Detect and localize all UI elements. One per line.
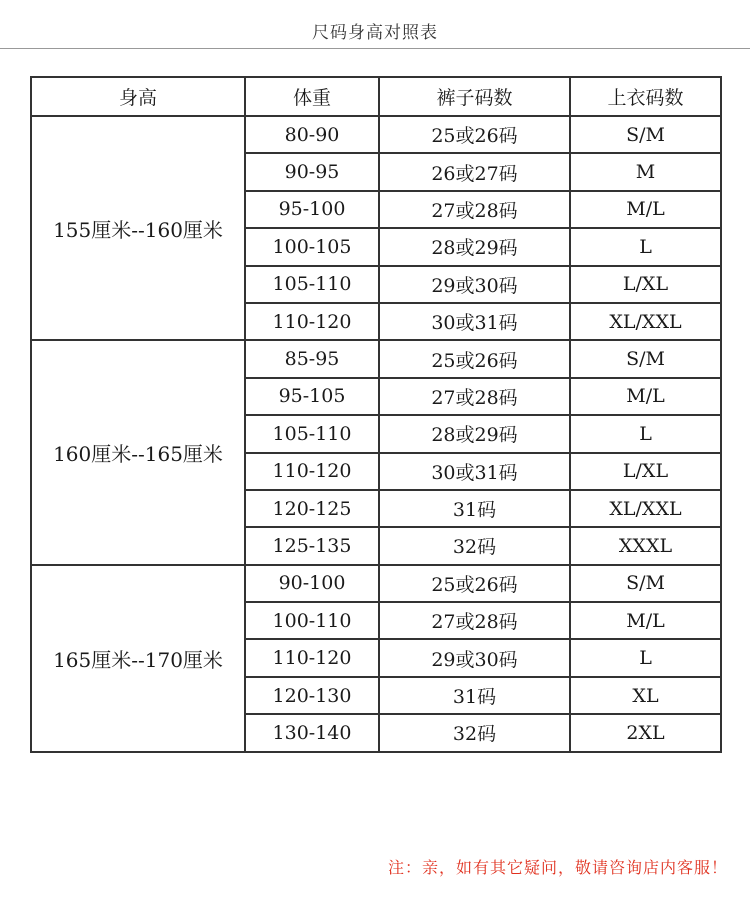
weight-range-cell: 130-140 <box>245 714 379 751</box>
size-chart-table <box>30 76 722 753</box>
pants-size-cell: 26或27码 <box>379 153 570 190</box>
pants-size-cell: 29或30码 <box>379 639 570 676</box>
page-header <box>0 0 750 50</box>
weight-range-cell: 95-100 <box>245 191 379 228</box>
height-range-cell: 165厘米--170厘米 <box>31 565 245 752</box>
pants-size-cell: 27或28码 <box>379 602 570 639</box>
pants-size-cell: 30或31码 <box>379 453 570 490</box>
weight-range-cell: 105-110 <box>245 415 379 452</box>
top-size-cell: L/XL <box>570 266 721 303</box>
top-size-cell: L/XL <box>570 453 721 490</box>
weight-range-cell: 120-130 <box>245 677 379 714</box>
pants-size-cell: 25或26码 <box>379 565 570 602</box>
weight-range-cell: 90-100 <box>245 565 379 602</box>
table-row <box>31 340 721 377</box>
table-header <box>31 77 721 116</box>
customer-service-note: 注：亲，如有其它疑问，敬请咨询店内客服！ <box>387 858 728 877</box>
top-size-cell: 2XL <box>570 714 721 751</box>
pants-size-cell: 31码 <box>379 677 570 714</box>
title-divider <box>0 48 750 49</box>
weight-range-cell: 110-120 <box>245 639 379 676</box>
top-size-cell: M <box>570 153 721 190</box>
page-title: 尺码身高对照表 <box>312 23 438 43</box>
weight-range-cell: 100-105 <box>245 228 379 265</box>
top-size-cell: S/M <box>570 340 721 377</box>
top-size-cell: XL <box>570 677 721 714</box>
header-top-size: 上衣码数 <box>570 77 721 116</box>
pants-size-cell: 28或29码 <box>379 415 570 452</box>
pants-size-cell: 25或26码 <box>379 116 570 153</box>
weight-range-cell: 120-125 <box>245 490 379 527</box>
weight-range-cell: 110-120 <box>245 453 379 490</box>
top-size-cell: XL/XXL <box>570 490 721 527</box>
top-size-cell: L <box>570 639 721 676</box>
top-size-cell: S/M <box>570 565 721 602</box>
pants-size-cell: 32码 <box>379 714 570 751</box>
pants-size-cell: 30或31码 <box>379 303 570 340</box>
header-weight: 体重 <box>245 77 379 116</box>
height-range-cell: 160厘米--165厘米 <box>31 340 245 564</box>
table-row <box>31 565 721 602</box>
pants-size-cell: 32码 <box>379 527 570 564</box>
top-size-cell: S/M <box>570 116 721 153</box>
top-size-cell: XXXL <box>570 527 721 564</box>
height-range-cell: 155厘米--160厘米 <box>31 116 245 340</box>
pants-size-cell: 28或29码 <box>379 228 570 265</box>
weight-range-cell: 125-135 <box>245 527 379 564</box>
top-size-cell: M/L <box>570 191 721 228</box>
weight-range-cell: 110-120 <box>245 303 379 340</box>
pants-size-cell: 25或26码 <box>379 340 570 377</box>
weight-range-cell: 85-95 <box>245 340 379 377</box>
header-row <box>31 77 721 116</box>
header-height: 身高 <box>31 77 245 116</box>
pants-size-cell: 27或28码 <box>379 191 570 228</box>
table-row <box>31 116 721 153</box>
table-body <box>31 116 721 752</box>
weight-range-cell: 105-110 <box>245 266 379 303</box>
weight-range-cell: 100-110 <box>245 602 379 639</box>
weight-range-cell: 90-95 <box>245 153 379 190</box>
pants-size-cell: 31码 <box>379 490 570 527</box>
top-size-cell: M/L <box>570 378 721 415</box>
top-size-cell: M/L <box>570 602 721 639</box>
pants-size-cell: 27或28码 <box>379 378 570 415</box>
header-pants-size: 裤子码数 <box>379 77 570 116</box>
top-size-cell: L <box>570 228 721 265</box>
pants-size-cell: 29或30码 <box>379 266 570 303</box>
weight-range-cell: 80-90 <box>245 116 379 153</box>
top-size-cell: L <box>570 415 721 452</box>
top-size-cell: XL/XXL <box>570 303 721 340</box>
weight-range-cell: 95-105 <box>245 378 379 415</box>
